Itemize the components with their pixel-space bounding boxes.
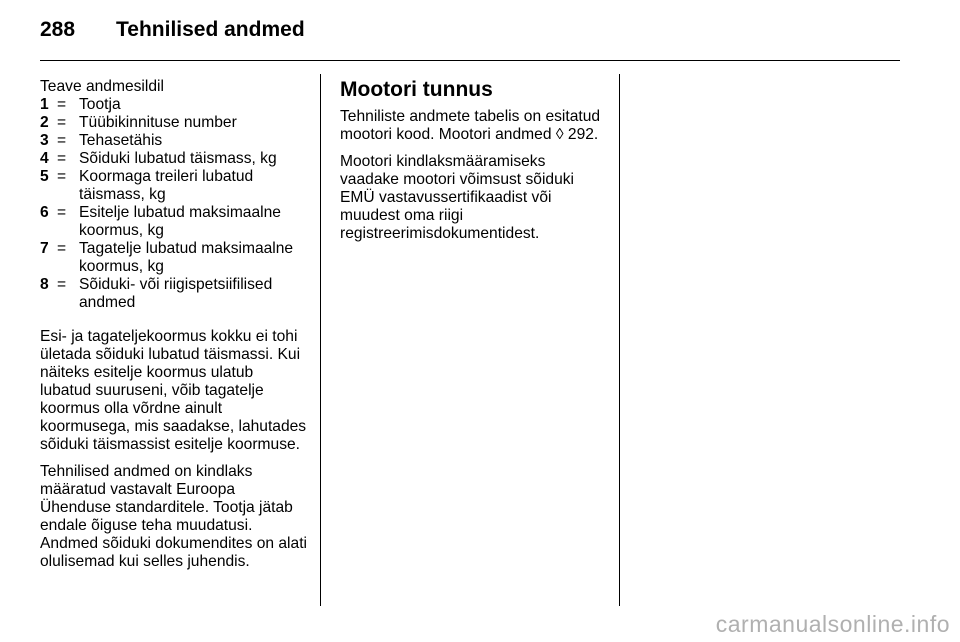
legend-key: 7 [40, 240, 49, 257]
legend-text: Tagatelje lubatud maksimaalne koormus, kg [79, 240, 294, 275]
legend-item [40, 150, 308, 168]
legend-key: 4 [40, 150, 49, 167]
column-divider-2 [619, 74, 620, 606]
legend-equals: = [57, 114, 67, 131]
standards-paragraph: Tehnilised andmed on kindlaks määratud vastavalt Euroopa Ühenduse standarditele. Tootja jätab endale õiguse teha muudatusi. Andmed sõiduki dokumendites on alati olulisemad kui selles juhendis. [40, 463, 307, 570]
legend-item [40, 276, 308, 312]
watermark: carmanualsonline.info [715, 611, 950, 637]
legend-item [40, 132, 308, 150]
legend-item [40, 96, 308, 114]
legend-equals: = [57, 132, 67, 149]
legend-text: Koormaga treileri lubatud täismass, kg [79, 168, 254, 203]
page-title: Tehnilised andmed [116, 18, 305, 41]
legend-equals: = [57, 168, 67, 185]
legend-text: Esitelje lubatud maksimaalne koormus, kg [79, 204, 281, 239]
legend-key: 5 [40, 168, 49, 185]
legend-text: Tootja [79, 96, 121, 113]
legend-equals: = [57, 150, 67, 167]
page-header [40, 18, 305, 42]
engine-identification-paragraph: Mootori kindlaksmääramiseks vaadake mootori võimsust sõiduki EMÜ vastavussertifikaadist või muudest oma riigi registreerimisdokumentidest. [340, 153, 575, 242]
section-heading: Mootori tunnus [340, 78, 493, 101]
axle-load-paragraph: Esi- ja tagateljekoormus kokku ei tohi ületada sõiduki lubatud täismassi. Kui näiteks esitelje koormus ulatub lubatud suuruseni, võib tagatelje koormus olla võrdne ainult koormusega, mis saadakse, lahutades sõiduki täismassist esitelje koormuse. [40, 328, 307, 453]
legend-item [40, 204, 308, 240]
legend-equals: = [57, 96, 67, 113]
legend-title: Teave andmesildil [40, 78, 164, 95]
legend-equals: = [57, 204, 67, 221]
legend-text: Sõiduki- või riigispetsiifilised andmed [79, 276, 273, 311]
middle-column [340, 78, 602, 243]
legend-item [40, 168, 308, 204]
legend-key: 2 [40, 114, 49, 131]
column-divider-1 [320, 74, 321, 606]
legend-item [40, 114, 308, 132]
legend-key: 8 [40, 276, 49, 293]
legend-equals: = [57, 240, 67, 257]
legend-key: 6 [40, 204, 49, 221]
legend-text: Tüübikinnituse number [79, 114, 237, 131]
header-rule [40, 60, 900, 61]
engine-code-paragraph [340, 108, 602, 144]
legend-text: Tehasetähis [79, 132, 163, 149]
legend-equals: = [57, 276, 67, 293]
legend-item [40, 240, 308, 276]
legend-key: 3 [40, 132, 49, 149]
legend-list [40, 96, 308, 312]
left-column [40, 78, 308, 571]
page-number: 288 [40, 18, 76, 41]
page-reference-number[interactable]: 292. [567, 126, 599, 143]
page-reference-arrow-icon: ◊ [555, 126, 564, 143]
legend-text: Sõiduki lubatud täismass, kg [79, 150, 277, 167]
engine-code-text: Tehniliste andmete tabelis on esitatud mootori kood. Mootori andmed [340, 108, 601, 143]
legend-key: 1 [40, 96, 49, 113]
